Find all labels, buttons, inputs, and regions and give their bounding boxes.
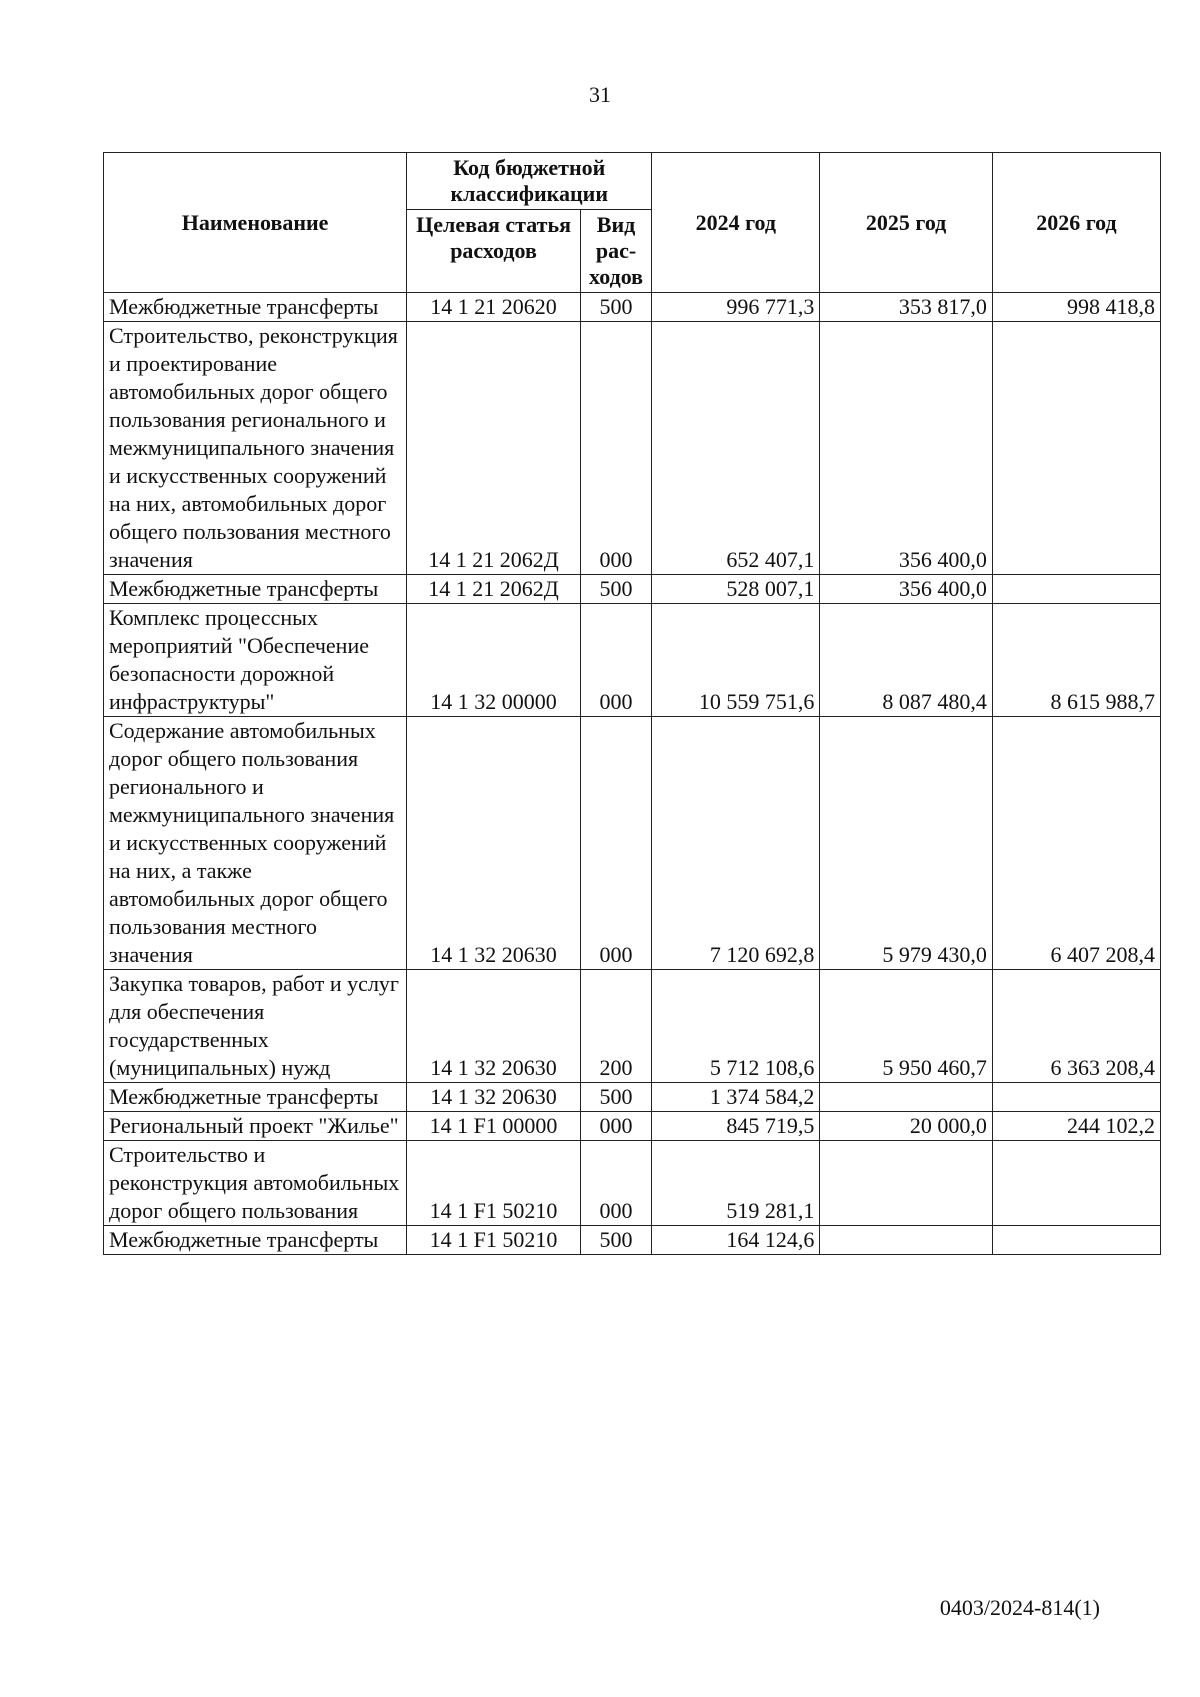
cell-target-code: 14 1 21 2062Д bbox=[407, 575, 581, 604]
table-row bbox=[104, 1226, 1161, 1255]
table-row bbox=[104, 970, 1161, 1083]
cell-2024: 519 281,1 bbox=[652, 1141, 820, 1226]
cell-2026 bbox=[992, 322, 1160, 575]
cell-2026: 6 363 208,4 bbox=[992, 970, 1160, 1083]
cell-name: Строительство и реконструкция автомобильных дорог общего пользования bbox=[104, 1141, 407, 1226]
cell-expense-type: 500 bbox=[580, 575, 651, 604]
cell-target-code: 14 1 32 20630 bbox=[407, 717, 581, 970]
cell-expense-type: 000 bbox=[580, 1112, 651, 1141]
cell-2024: 5 712 108,6 bbox=[652, 970, 820, 1083]
cell-2025 bbox=[820, 1083, 993, 1112]
cell-2025: 8 087 480,4 bbox=[820, 604, 993, 717]
cell-target-code: 14 1 32 00000 bbox=[407, 604, 581, 717]
table-row bbox=[104, 717, 1161, 970]
cell-name: Комплекс процессных мероприятий "Обеспечение безопасности дорожной инфраструктуры" bbox=[104, 604, 407, 717]
cell-2024: 652 407,1 bbox=[652, 322, 820, 575]
table-row bbox=[104, 1112, 1161, 1141]
cell-expense-type: 000 bbox=[580, 604, 651, 717]
cell-target-code: 14 1 32 20630 bbox=[407, 1083, 581, 1112]
table-body bbox=[104, 293, 1161, 1255]
cell-2025: 356 400,0 bbox=[820, 575, 993, 604]
header-code-group: Код бюджетной классификации bbox=[407, 153, 652, 210]
table-row bbox=[104, 1083, 1161, 1112]
cell-target-code: 14 1 32 20630 bbox=[407, 970, 581, 1083]
cell-2024: 1 374 584,2 bbox=[652, 1083, 820, 1112]
cell-name: Содержание автомобильных дорог общего пользования регионального и межмуниципального значения и искусственных сооружений на них, а также автомобильных дорог общего пользования местного значения bbox=[104, 717, 407, 970]
cell-expense-type: 500 bbox=[580, 1083, 651, 1112]
cell-name: Строительство, реконструкция и проектирование автомобильных дорог общего пользования регионального и межмуниципального значения и искусственных сооружений на них, автомобильных дорог общего пользования местного значения bbox=[104, 322, 407, 575]
cell-name: Региональный проект "Жилье" bbox=[104, 1112, 407, 1141]
cell-2026 bbox=[992, 575, 1160, 604]
table-row bbox=[104, 575, 1161, 604]
cell-2026 bbox=[992, 1226, 1160, 1255]
table-row bbox=[104, 1141, 1161, 1226]
cell-2025 bbox=[820, 1226, 993, 1255]
table-row bbox=[104, 604, 1161, 717]
cell-name: Межбюджетные трансферты bbox=[104, 1226, 407, 1255]
cell-2025 bbox=[820, 1141, 993, 1226]
cell-2026: 998 418,8 bbox=[992, 293, 1160, 322]
cell-expense-type: 000 bbox=[580, 1141, 651, 1226]
cell-target-code: 14 1 F1 00000 bbox=[407, 1112, 581, 1141]
header-expense-type: Вид рас-ходов bbox=[580, 210, 651, 293]
cell-expense-type: 000 bbox=[580, 322, 651, 575]
cell-2026 bbox=[992, 1141, 1160, 1226]
cell-2024: 996 771,3 bbox=[652, 293, 820, 322]
cell-2025: 353 817,0 bbox=[820, 293, 993, 322]
cell-name: Закупка товаров, работ и услуг для обеспечения государственных (муниципальных) нужд bbox=[104, 970, 407, 1083]
header-2025: 2025 год bbox=[820, 153, 993, 293]
cell-expense-type: 500 bbox=[580, 293, 651, 322]
page-number: 31 bbox=[589, 82, 611, 107]
cell-target-code: 14 1 F1 50210 bbox=[407, 1141, 581, 1226]
cell-target-code: 14 1 21 20620 bbox=[407, 293, 581, 322]
cell-2026: 8 615 988,7 bbox=[992, 604, 1160, 717]
table-row bbox=[104, 293, 1161, 322]
cell-name: Межбюджетные трансферты bbox=[104, 575, 407, 604]
cell-2024: 10 559 751,6 bbox=[652, 604, 820, 717]
cell-2024: 164 124,6 bbox=[652, 1226, 820, 1255]
cell-2024: 7 120 692,8 bbox=[652, 717, 820, 970]
cell-2026: 244 102,2 bbox=[992, 1112, 1160, 1141]
cell-2025: 20 000,0 bbox=[820, 1112, 993, 1141]
cell-target-code: 14 1 F1 50210 bbox=[407, 1226, 581, 1255]
header-name: Наименование bbox=[104, 153, 407, 293]
cell-name: Межбюджетные трансферты bbox=[104, 1083, 407, 1112]
cell-name: Межбюджетные трансферты bbox=[104, 293, 407, 322]
table-row bbox=[104, 322, 1161, 575]
header-2026: 2026 год bbox=[992, 153, 1160, 293]
document-code: 0403/2024-814(1) bbox=[939, 1595, 1100, 1620]
cell-expense-type: 500 bbox=[580, 1226, 651, 1255]
cell-2026 bbox=[992, 1083, 1160, 1112]
cell-2024: 528 007,1 bbox=[652, 575, 820, 604]
budget-table bbox=[103, 152, 1161, 1255]
cell-2024: 845 719,5 bbox=[652, 1112, 820, 1141]
cell-expense-type: 000 bbox=[580, 717, 651, 970]
header-target-article: Целевая статья расходов bbox=[407, 210, 581, 293]
cell-target-code: 14 1 21 2062Д bbox=[407, 322, 581, 575]
cell-2025: 5 950 460,7 bbox=[820, 970, 993, 1083]
cell-2026: 6 407 208,4 bbox=[992, 717, 1160, 970]
header-2024: 2024 год bbox=[652, 153, 820, 293]
cell-2025: 5 979 430,0 bbox=[820, 717, 993, 970]
cell-2025: 356 400,0 bbox=[820, 322, 993, 575]
table-header bbox=[104, 153, 1161, 293]
cell-expense-type: 200 bbox=[580, 970, 651, 1083]
